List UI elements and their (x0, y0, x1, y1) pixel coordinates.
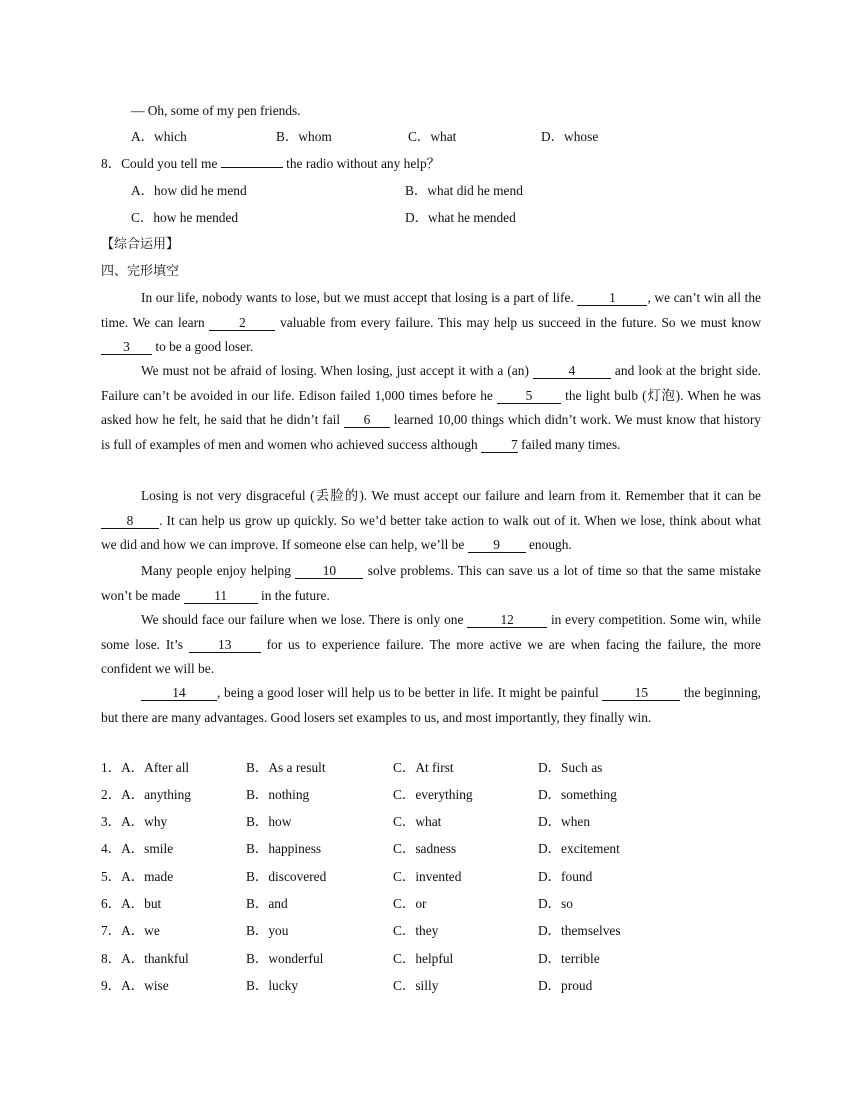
paragraph-text: We should face our failure when we lose. There is only one (141, 612, 468, 627)
blank-15: 15 (602, 686, 680, 701)
choice-4-d: D．excitement (538, 841, 620, 856)
passage-paragraph-3 (101, 484, 761, 558)
paragraph-text: and look at the bright side. Failure can’t be avoided in our life. Edison failed 1,000 times before he (101, 363, 762, 403)
choice-3-d: D．when (538, 814, 591, 829)
paragraph-text: , we can’t win all the time. We can learn (101, 290, 761, 330)
blank-10: 10 (295, 564, 363, 579)
paragraph-text: to be a good loser. (152, 339, 254, 355)
choice-7-c: C．they (393, 923, 439, 938)
blank-12: 12 (467, 613, 547, 628)
choice-1-b: B．As a result (246, 760, 326, 775)
paragraph-text: We must not be afraid of losing. When losing, just accept it with a (an) (141, 363, 533, 378)
paragraph-text: Many people enjoy helping (141, 563, 296, 578)
choice-7-b: B．you (246, 923, 289, 938)
paragraph-text: In our life, nobody wants to lose, but we must accept that losing is a part of life. (141, 290, 578, 305)
choice-2-d: D．something (538, 787, 617, 802)
choice-6-a: 6．A．but (101, 896, 162, 911)
section-title: 【综合运用】 (101, 237, 180, 252)
choice-6-d: D．so (538, 896, 573, 911)
q7-option-d: D．whose (541, 129, 599, 144)
choice-8-d: D．terrible (538, 951, 600, 966)
q7-option-c: C．what (408, 129, 457, 144)
q7-answer-line: — Oh, some of my pen friends. (131, 103, 301, 118)
blank-14: 14 (141, 686, 217, 701)
passage-paragraph-5 (101, 608, 761, 682)
choice-8-a: 8．A．thankful (101, 951, 189, 966)
choice-5-a: 5．A．made (101, 869, 174, 884)
choice-7-a: 7．A．we (101, 923, 160, 938)
paragraph-text: in every competition. Some win, while some lose. It’s (101, 612, 761, 652)
q8-blank (221, 167, 283, 168)
q8-option-d: D．what he mended (405, 210, 516, 225)
choice-1-c: C．At first (393, 760, 454, 775)
choice-1-a: 1．A．After all (101, 760, 190, 775)
passage-paragraph-2 (101, 359, 761, 457)
blank-4: 4 (533, 364, 611, 379)
choice-3-c: C．what (393, 814, 442, 829)
choice-5-c: C．invented (393, 869, 462, 884)
choice-1-d: D．Such as (538, 760, 603, 775)
blank-7: 7 (481, 437, 518, 453)
paragraph-text: in the future. (257, 587, 330, 603)
paragraph-text: failed many times. (517, 436, 621, 452)
paragraph-text: , being a good loser will help us to be better in life. It might be painful (217, 685, 603, 700)
choice-5-d: D．found (538, 869, 593, 884)
q8-option-c: C．how he mended (131, 210, 239, 225)
choice-9-d: D．proud (538, 978, 593, 993)
q8-stem (101, 156, 440, 172)
choice-2-a: 2．A．anything (101, 787, 192, 802)
blank-1: 1 (577, 291, 647, 306)
passage-paragraph-4 (101, 559, 761, 608)
paragraph-text: learned 10,00 things which didn’t work. We must know that history is full of examples of men and women who achieved success although (101, 412, 761, 452)
blank-13: 13 (189, 638, 261, 653)
choice-6-b: B．and (246, 896, 288, 911)
choice-9-a: 9．A．wise (101, 978, 169, 993)
blank-8: 8 (101, 514, 159, 529)
q8-stem-after: the radio without any help？ (282, 156, 441, 171)
paragraph-text: valuable from every failure. This may help us succeed in the future. So we must know (275, 314, 761, 330)
paragraph-text: the light bulb (灯泡). When he was asked how he felt, he said that he didn’t fail (101, 387, 761, 428)
paragraph-text: the beginning, but there are many advantages. Good losers set examples to us, and most importantly, they finally win. (101, 685, 761, 725)
choice-8-b: B．wonderful (246, 951, 324, 966)
choice-3-b: B．how (246, 814, 292, 829)
paragraph-text: enough. (525, 537, 572, 553)
passage-paragraph-6 (101, 681, 761, 730)
choice-9-c: C．silly (393, 978, 439, 993)
q7-option-a: A．which (131, 129, 187, 144)
choice-4-a: 4．A．smile (101, 841, 174, 856)
q7-option-b: B．whom (276, 129, 332, 144)
part-title: 四、完形填空 (101, 264, 180, 279)
q8-stem-before: 8．Could you tell me (101, 156, 221, 171)
choice-4-c: C．sadness (393, 841, 457, 856)
passage-paragraph-1 (101, 286, 761, 360)
paragraph-text: . It can help us grow up quickly. So we’d better take action to walk out of it. When we lose, think about what we did and how we can improve. If someone else can help, we’ll be (101, 512, 761, 553)
blank-6: 6 (344, 413, 390, 428)
choice-4-b: B．happiness (246, 841, 322, 856)
blank-2: 2 (209, 316, 275, 331)
paragraph-text: for us to experience failure. The more active we are when facing the failure, the more confident we will be. (101, 636, 761, 677)
choice-5-b: B．discovered (246, 869, 327, 884)
choice-3-a: 3．A．why (101, 814, 168, 829)
paragraph-text: Losing is not very disgraceful (丢脸的). We must accept our failure and learn from it. Remember that it can be (141, 488, 761, 503)
blank-3: 3 (101, 340, 152, 355)
paragraph-text: solve problems. This can save us a lot of time so that the same mistake won’t be made (101, 563, 761, 603)
choice-8-c: C．helpful (393, 951, 454, 966)
choice-9-b: B．lucky (246, 978, 299, 993)
q8-option-b: B．what did he mend (405, 183, 523, 198)
choice-2-b: B．nothing (246, 787, 310, 802)
q8-option-a: A．how did he mend (131, 183, 247, 198)
choice-2-c: C．everything (393, 787, 473, 802)
blank-9: 9 (468, 538, 526, 553)
blank-11: 11 (184, 589, 258, 604)
choice-6-c: C．or (393, 896, 427, 911)
choice-7-d: D．themselves (538, 923, 621, 938)
blank-5: 5 (497, 389, 561, 404)
